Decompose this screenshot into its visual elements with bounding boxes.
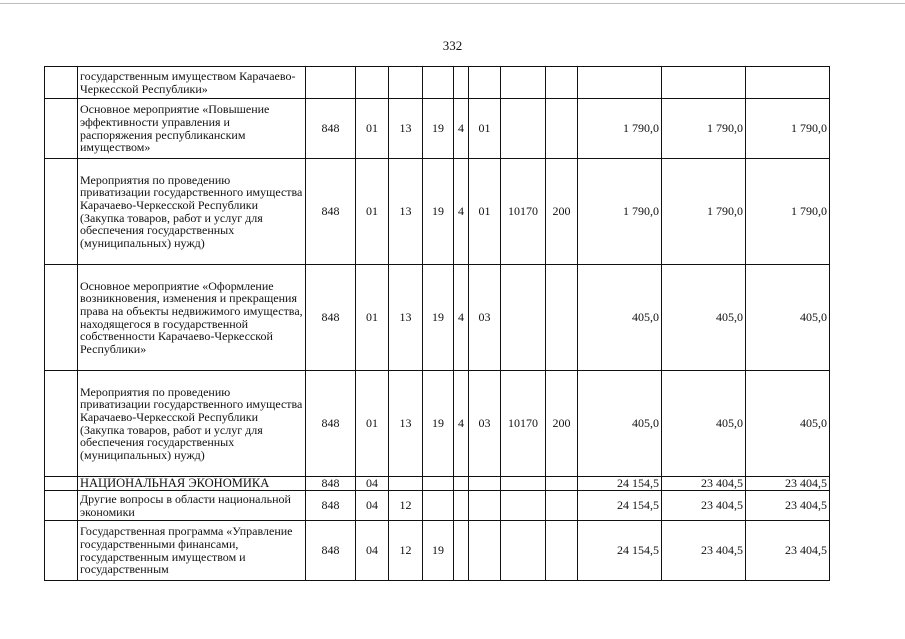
row-year2: 23 404,5 [662,477,746,491]
row-direction [501,99,546,159]
row-year2: 23 404,5 [662,521,746,581]
row-main-event: 03 [469,265,501,371]
row-program: 19 [423,99,454,159]
page-number: 332 [442,38,463,53]
row-marker-cell [45,159,78,265]
row-name: Другие вопросы в области национальной экономики [78,491,306,521]
row-main-event [469,521,501,581]
row-marker-cell [45,477,78,491]
row-marker-cell [45,371,78,477]
row-subsection [389,67,423,99]
top-rule [0,3,905,4]
row-expense-type [546,99,578,159]
row-program: 19 [423,265,454,371]
row-main-event: 03 [469,371,501,477]
table-row [45,491,830,521]
row-year2 [662,67,746,99]
table-row [45,67,830,99]
row-year3: 405,0 [746,265,830,371]
row-name: Основное мероприятие «Повышение эффективности управления и распоряжения республиканским имуществом» [78,99,306,159]
row-name: Основное мероприятие «Оформление возникновения, изменения и прекращения права на объекты недвижимого имущества, находящегося в государственной собственности Карачаево-Черкесской Республики» [78,265,306,371]
row-year1: 1 790,0 [578,159,662,265]
row-year2: 1 790,0 [662,159,746,265]
row-marker-cell [45,491,78,521]
table-row [45,99,830,159]
row-year1: 405,0 [578,265,662,371]
row-direction: 10170 [501,159,546,265]
budget-table [44,66,830,581]
row-subsection: 13 [389,159,423,265]
row-code: 848 [306,521,356,581]
row-program: 19 [423,521,454,581]
row-main-event [469,491,501,521]
row-subprogram [454,67,469,99]
row-expense-type [546,491,578,521]
row-direction [501,477,546,491]
row-subsection: 13 [389,371,423,477]
row-subprogram: 4 [454,99,469,159]
row-section: 04 [356,477,389,491]
row-section: 01 [356,159,389,265]
row-direction: 10170 [501,371,546,477]
table-row [45,159,830,265]
row-code: 848 [306,491,356,521]
row-name: Государственная программа «Управление государственными финансами, государственным имуществом и государственным [78,521,306,581]
row-name: Мероприятия по проведению приватизации государственного имущества Карачаево-Черкесской Республики (Закупка товаров, работ и услуг для обеспечения государственных (муниципальных) нужд) [78,371,306,477]
row-name: НАЦИОНАЛЬНАЯ ЭКОНОМИКА [78,477,306,491]
row-program: 19 [423,371,454,477]
row-code: 848 [306,159,356,265]
row-year3: 23 404,5 [746,491,830,521]
row-subprogram: 4 [454,159,469,265]
row-main-event: 01 [469,159,501,265]
row-direction [501,491,546,521]
row-year3: 1 790,0 [746,159,830,265]
row-name: Мероприятия по проведению приватизации государственного имущества Карачаево-Черкесской Республики (Закупка товаров, работ и услуг для обеспечения государственных (муниципальных) нужд) [78,159,306,265]
table-row [45,265,830,371]
row-year3 [746,67,830,99]
row-section: 01 [356,99,389,159]
row-year2: 23 404,5 [662,491,746,521]
row-main-event: 01 [469,99,501,159]
row-subsection: 12 [389,491,423,521]
row-expense-type: 200 [546,159,578,265]
row-year1 [578,67,662,99]
row-program [423,477,454,491]
row-year3: 1 790,0 [746,99,830,159]
row-year2: 1 790,0 [662,99,746,159]
table-row [45,521,830,581]
row-year3: 23 404,5 [746,521,830,581]
row-year1: 24 154,5 [578,521,662,581]
row-subprogram [454,521,469,581]
row-subsection: 13 [389,265,423,371]
row-code: 848 [306,265,356,371]
row-expense-type [546,521,578,581]
row-direction [501,521,546,581]
row-subsection [389,477,423,491]
row-expense-type: 200 [546,371,578,477]
table-row [45,477,830,491]
row-code: 848 [306,371,356,477]
row-section: 04 [356,491,389,521]
row-section [356,67,389,99]
row-name: государственным имуществом Карачаево-Черкесской Республики» [78,67,306,99]
row-marker-cell [45,521,78,581]
row-marker-cell [45,67,78,99]
row-code: 848 [306,99,356,159]
row-year2: 405,0 [662,265,746,371]
row-subprogram [454,477,469,491]
row-year1: 1 790,0 [578,99,662,159]
row-subsection: 12 [389,521,423,581]
row-subprogram: 4 [454,371,469,477]
row-subsection: 13 [389,99,423,159]
row-direction [501,67,546,99]
row-code: 848 [306,477,356,491]
row-program [423,491,454,521]
row-subprogram: 4 [454,265,469,371]
row-main-event [469,67,501,99]
row-direction [501,265,546,371]
row-year3: 23 404,5 [746,477,830,491]
row-program: 19 [423,159,454,265]
row-marker-cell [45,99,78,159]
row-year2: 405,0 [662,371,746,477]
row-year3: 405,0 [746,371,830,477]
table-row [45,371,830,477]
row-year1: 405,0 [578,371,662,477]
row-section: 01 [356,265,389,371]
row-expense-type [546,67,578,99]
row-expense-type [546,477,578,491]
row-main-event [469,477,501,491]
row-code [306,67,356,99]
row-expense-type [546,265,578,371]
row-program [423,67,454,99]
row-section: 04 [356,521,389,581]
row-year1: 24 154,5 [578,491,662,521]
row-marker-cell [45,265,78,371]
row-subprogram [454,491,469,521]
row-section: 01 [356,371,389,477]
row-year1: 24 154,5 [578,477,662,491]
